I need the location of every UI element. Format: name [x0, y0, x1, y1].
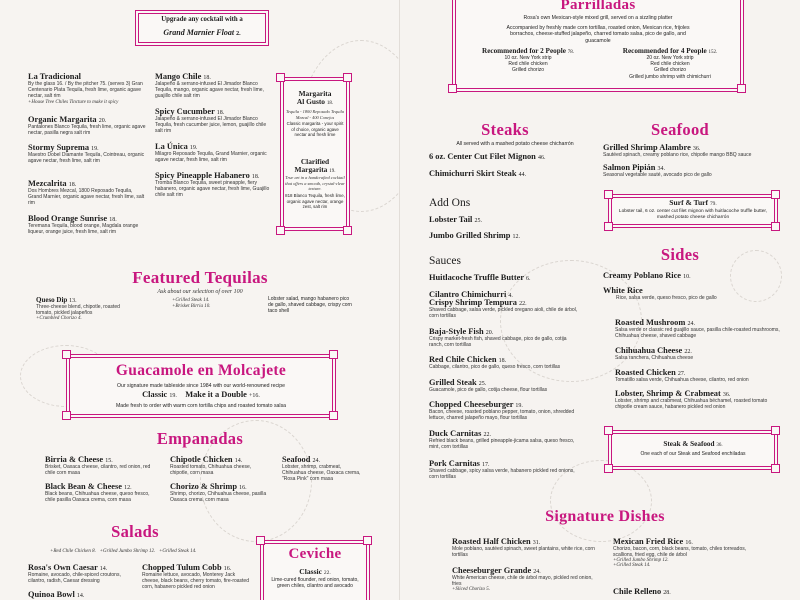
item-name: Cilantro Chimichurri [429, 290, 507, 299]
menu-item [429, 215, 609, 224]
item-price: 24. [533, 569, 541, 575]
item-desc: Jalapeño & serrano-infused El Jimador Blanco Tequila, fresh cucumber juice, lemon, guajillo chile salt rim [155, 116, 267, 135]
item-name: Duck Carnitas [429, 429, 482, 438]
item-name: Rosa's Own Caesar [28, 563, 98, 572]
item-desc: Refried black beans, grilled pineapple-jicama salsa, queso fresco, mint, corn tortillas [429, 438, 575, 451]
item-addon: +Sliced Chorizo 5. [452, 587, 490, 593]
box-corner [771, 222, 780, 231]
addon-birria: +Brisket Birria 10. [172, 304, 211, 309]
item-price: 20. [485, 330, 494, 336]
surf-turf-title [609, 198, 777, 207]
item-desc: Bacon, cheese, roasted poblano pepper, tomato, onion, shredded lettuce, charred jalapeño mayo, flour tortillas [429, 409, 575, 422]
menu-item [170, 482, 270, 503]
box-corner [276, 226, 285, 235]
item-desc: Romaine, avocado, chile-spiced croutons, cilantro, radish, Caesar dressing [28, 572, 121, 585]
menu-item [155, 107, 273, 135]
item-price: 36. [692, 146, 701, 152]
menu-item [155, 142, 273, 163]
item-price: 19. [91, 146, 99, 152]
item-price: 19. [189, 145, 198, 151]
item-name: Blood Orange Sunrise [28, 214, 108, 223]
clarified-title-line2: Margarita [294, 165, 328, 174]
item-price: 12. [512, 234, 521, 240]
item-price: 25. [474, 218, 482, 224]
item-price: 14. [76, 593, 85, 599]
menu-item [452, 566, 602, 592]
guacamole-desc: Our signature made tableside since 1984 with our world-renowned recipe [116, 383, 286, 389]
al-gusto-price: 18. [326, 101, 334, 106]
menu-item [429, 378, 579, 393]
item-addon: +Crumbled Chorizo 4. [36, 316, 82, 322]
al-gusto-spirits: Tequila - 1800 Reposado Tequila Mezcal - 400 Conejos [286, 109, 344, 120]
item-addon: +Grilled Jumbo Shrimp 12. [613, 558, 669, 564]
item-desc: Teremana Tequila, blood orange, Magdala orange liqueur, orange juice, fresh lime, salt rim [28, 223, 139, 236]
item-name: Mango Chile [155, 72, 202, 81]
salad-addon: +Grilled Jumbo Shrimp 12. [99, 549, 156, 554]
grand-marnier-box [135, 10, 269, 46]
item-name: Birria & Cheese [45, 455, 104, 464]
menu-item [429, 298, 579, 319]
item-desc: White American cheese, chile de árbol mayo, pickled red onion, fries [452, 575, 593, 588]
item-name: Chihuahua Cheese [615, 346, 683, 355]
box-corner [329, 350, 338, 359]
surf-turf-name: Surf & Turf [669, 198, 709, 207]
item-price: 4. [508, 293, 513, 299]
parrillada-for-two-title: Recommended for 2 People [482, 47, 566, 55]
item-price: 31. [532, 540, 541, 546]
item-price: 27. [677, 371, 686, 377]
al-gusto-title-line1: Margarita [298, 89, 332, 98]
menu-item [28, 143, 146, 164]
menu-item [429, 400, 579, 421]
item-note: +House Tree Chiles Tincture to make it spicy [28, 99, 119, 105]
box-corner [771, 426, 780, 435]
item-name: Chopped Tulum Cobb [142, 563, 222, 572]
featured-tequilas-heading: Featured Tequilas [132, 268, 268, 287]
item-name: Stormy Suprema [28, 143, 90, 152]
item-desc: Salsa ranchera, Chihuahua cheese [615, 355, 694, 361]
item-desc: Sautéed spinach, creamy poblano rice, chipotle mango BBQ sauce [603, 152, 752, 158]
addons-heading: Add Ons [429, 197, 471, 209]
item-price: 22. [684, 349, 692, 355]
item-price: 14. [234, 458, 243, 464]
item-price: 13. [69, 298, 77, 304]
item-desc: Pantalones Blanco Tequila, fresh lime, organic agave nectar, pasilla negra salt rim [28, 124, 146, 137]
parrilladas-desc: Accompanied by freshly made corn tortillas, roasted onion, Mexican rice, frijoles borrachos, cheese-stuffed jalapeño, charred tomato salsa, pico de gallo, and guacamole [506, 25, 690, 44]
item-price: 14. [99, 566, 108, 572]
menu-item [429, 459, 579, 480]
item-name: Creamy Poblano Rice [603, 271, 682, 280]
menu-item [429, 355, 579, 370]
parrillada-line: Grilled jumbo shrimp with chimichurri [629, 73, 711, 80]
item-desc: By the glass 16. / By the pitcher 75. (serves 3) Gran Centenario Plata Tequila, fresh lime, organic agave nectar, salt rim [28, 81, 143, 100]
surf-turf-desc: Lobster tail, 6 oz. center cut filet mignon with huitlacoche truffle butter, mashed potato cheese chicharrón [618, 209, 768, 220]
item-price: 18. [251, 174, 260, 180]
item-price: 12. [124, 485, 132, 491]
item-name: Huitlacoche Truffle Butter [429, 273, 524, 282]
item-price: 18. [216, 110, 225, 116]
item-name: Black Bean & Cheese [45, 482, 122, 491]
item-desc: Dos Hombres Mezcal, 1800 Reposado Tequila, Grand Marnier, organic agave nectar, fresh lime, salt rim [28, 188, 145, 207]
item-name: Chorizo & Shrimp [170, 482, 237, 491]
menu-item [603, 271, 793, 280]
featured-tequilas-sub: Ask about our selection of over 100 [157, 289, 243, 295]
item-desc: Lobster, shrimp, crabmeat, Chihuahua cheese, Oaxaca crema, "Rosa Pink" corn masa [282, 464, 361, 483]
item-name: 6 oz. Center Cut Filet Mignon [429, 152, 536, 161]
ceviche-box [260, 540, 370, 600]
box-corner [604, 464, 613, 473]
guacamole-classic: Classic [142, 390, 168, 399]
box-corner [62, 350, 71, 359]
item-name: Red Chile Chicken [429, 355, 497, 364]
item-name: Mezcalrita [28, 179, 67, 188]
item-name: Crispy Shrimp Tempura [429, 298, 517, 307]
item-desc: Cabbage, cilantro, pico de gallo, queso fresco, corn tortillas [429, 364, 561, 370]
menu-item [170, 455, 270, 476]
menu-item [28, 590, 138, 599]
item-desc: Shaved cabbage, spicy salsa verde, habanero pickled red onions, corn tortillas [429, 468, 575, 481]
menu-item [429, 429, 579, 450]
salad-addon: +Red Chile Chicken 8. [50, 549, 96, 554]
clarified-price: 19. [329, 169, 336, 174]
guacamole-options [67, 390, 335, 399]
item-desc: Rice, salsa verde, queso fresco, pico de gallo [616, 295, 717, 301]
menu-item [603, 286, 793, 301]
box-corner [737, 84, 746, 93]
parrillada-line: Grilled chorizo [512, 67, 544, 74]
parrillada-for-four [603, 47, 737, 80]
clarified-title [281, 158, 349, 176]
item-price: 18. [109, 217, 117, 223]
menu-item [615, 389, 785, 410]
steak-seafood-desc: One each of our Steak and Seafood enchiladas [640, 451, 746, 457]
item-name: Lobster, Shrimp & Crabmeat [615, 389, 721, 398]
parrillada-for-two-price: 78. [567, 50, 574, 55]
item-name: Roasted Mushroom [615, 318, 686, 327]
parrillada-for-four-price: 152. [708, 50, 718, 55]
guacamole-box [66, 354, 336, 418]
steak-seafood-price: 36. [716, 443, 723, 448]
addon-steak: +Grilled Steak 14. [172, 298, 210, 303]
grand-marnier-name: Grand Marnier Float [163, 28, 235, 37]
sauces-heading: Sauces [429, 255, 461, 267]
item-desc: Salsa verde or classic red guajillo sauce, pasilla chile-roasted mushrooms, Chihuahua cheese, shaved cabbage [615, 327, 780, 340]
item-name: Baja-Style Fish [429, 327, 484, 336]
steak-seafood-name: Steak & Seafood [663, 440, 715, 448]
parrillada-for-two [463, 47, 593, 74]
menu-item [28, 179, 146, 207]
menu-item [28, 115, 146, 136]
item-name: Quinoa Bowl [28, 590, 75, 599]
item-name: Salmon Pipián [603, 163, 656, 172]
menu-item [142, 563, 252, 591]
menu-item [36, 296, 136, 321]
parrillada-line: 10 oz. New York strip [504, 55, 552, 61]
parrillada-line: Grilled chorizo [654, 67, 686, 74]
box-corner [62, 411, 71, 420]
specialty-margarita-box [280, 77, 350, 231]
menu-item [613, 587, 763, 596]
item-price: 28. [663, 590, 671, 596]
guacamole-double: Make it a Double [185, 390, 247, 399]
item-price: 24. [687, 321, 695, 327]
item-desc: Roasted tomato, Chihuahua cheese, chipotle, corn masa [170, 464, 252, 477]
item-name: Lobster Tail [429, 215, 473, 224]
guacamole-classic-price: 19. [169, 393, 177, 399]
item-name: Cheeseburger Grande [452, 566, 532, 575]
item-name: Chimichurri Skirt Steak [429, 169, 517, 178]
box-corner [276, 73, 285, 82]
item-price: 34. [657, 166, 665, 172]
box-corner [604, 190, 613, 199]
box-corner [363, 536, 372, 545]
item-price: 18. [203, 75, 211, 81]
parrillada-line: 20 oz. New York strip [646, 55, 694, 61]
menu-item [429, 273, 609, 282]
item-desc: Black beans, Chihuahua cheese, queso fresco, chile pasilla Oaxaca crema, corn masa [45, 491, 150, 504]
item-name: La Única [155, 142, 188, 151]
sides-heading: Sides [660, 245, 700, 264]
salads-heading: Salads [111, 522, 159, 541]
al-gusto-desc: Classic margarita - your spirit of choice, organic agave nectar and fresh lime [286, 121, 344, 137]
parrilladas-box [452, 0, 744, 92]
steaks-heading: Steaks [481, 120, 529, 139]
item-desc: Crispy market-fresh fish, shaved cabbage, pico de gallo, cotija ranch, corn tortillas [429, 336, 567, 349]
box-corner [343, 226, 352, 235]
menu-item [28, 214, 146, 235]
guacamole-heading: Guacamole en Molcajete [115, 362, 287, 379]
item-desc: Guacamole, pico de gallo, cotija cheese, flour tortillas [429, 387, 548, 393]
item-name: Spicy Pineapple Habanero [155, 171, 250, 180]
item-price: 19. [515, 403, 523, 409]
item-price: 22. [483, 432, 491, 438]
ceviche-item [261, 567, 369, 576]
item-price: 25. [478, 381, 487, 387]
clarified-desc: 818 Blanco Tequila, fresh lime, organic agave nectar, orange zest, salt rim [285, 193, 345, 209]
box-corner [604, 426, 613, 435]
box-corner [343, 73, 352, 82]
steaks-sub: All served with a mashed potato cheese chicharrón [456, 141, 574, 147]
item-price: 20. [98, 118, 107, 124]
item-price: 44. [518, 172, 527, 178]
menu-item [603, 163, 793, 178]
lobster-tacos-desc: Lobster salad, mango habanero pico de gallo, shaved cabbage, crispy corn taco shell [268, 296, 352, 315]
item-desc: Romaine lettuce, avocado, Monterey Jack cheese, black beans, cherry tomato, fire-roasted corn, habanero pickled red onion [142, 572, 249, 591]
menu-item [615, 318, 785, 339]
box-corner [256, 536, 265, 545]
item-price: 18. [68, 182, 77, 188]
item-desc: Three-cheese blend, chipotle, roasted tomato, pickled jalapeños [36, 304, 120, 317]
item-name: White Rice [603, 286, 643, 295]
parrilladas-sub: Rosa's own Mexican-style mixed grill, served on a sizzling platter [523, 15, 673, 21]
menu-item [429, 231, 609, 240]
item-price: 18. [498, 358, 507, 364]
item-addon: +Grilled Steak 14. [613, 563, 651, 569]
item-desc: Mole poblano, sautéed spinach, sweet plantains, white rice, corn tortillas [452, 546, 595, 559]
item-price: 16. [685, 540, 693, 546]
item-name: Seafood [282, 455, 311, 464]
menu-item [155, 171, 277, 199]
item-desc: Seasonal vegetable sauté, avocado pico de gallo [603, 172, 712, 178]
steak-seafood-title [609, 440, 777, 448]
salad-addon: +Grilled Steak 14. [158, 549, 197, 554]
ceviche-desc: Lime-cured flounder, red onion, tomato, green chiles, cilantro and avocado [271, 577, 359, 590]
clarified-title-line1: Clarified [300, 157, 330, 166]
box-corner [448, 84, 457, 93]
menu-item [429, 169, 609, 178]
salad-addons [50, 549, 250, 554]
signature-heading: Signature Dishes [545, 508, 665, 525]
parrillada-line: Red chile chicken [508, 61, 548, 68]
menu-item [45, 455, 153, 476]
item-desc: Tromba Blanco Tequila, sweet pineapple, fiery habanero, organic agave nectar, fresh lime, Guajillo chile salt rim [155, 180, 270, 199]
item-price: 6. [526, 276, 531, 282]
menu-item [429, 152, 609, 161]
item-price: 16. [239, 485, 247, 491]
item-name: Roasted Chicken [615, 368, 676, 377]
menu-page-right [400, 0, 800, 600]
item-name: Pork Carnitas [429, 459, 480, 468]
item-name: Roasted Half Chicken [452, 537, 531, 546]
steak-seafood-box [608, 430, 778, 470]
ceviche-price: 22. [323, 570, 331, 576]
item-name: Queso Dip [36, 296, 68, 304]
seafood-heading: Seafood [650, 120, 710, 139]
item-price: 46. [537, 155, 546, 161]
menu-item [429, 327, 579, 348]
guacamole-double-price: +16. [248, 393, 260, 399]
ceviche-heading: Ceviche [288, 546, 342, 562]
grand-marnier-line2 [136, 28, 268, 37]
item-desc: Shaved cabbage, salsa verde, pickled oregano aioli, chile de árbol, corn tortillas [429, 307, 578, 320]
item-name: Spicy Cucumber [155, 107, 215, 116]
item-name: Jumbo Grilled Shrimp [429, 231, 511, 240]
item-name: Organic Margarita [28, 115, 97, 124]
box-corner [771, 190, 780, 199]
menu-item [603, 143, 793, 158]
surf-turf-box [608, 194, 778, 228]
menu-item [615, 346, 785, 361]
ceviche-item-name: Classic [299, 567, 322, 576]
item-desc: Milagro Reposado Tequila, Grand Marnier, organic agave nectar, fresh lime, salt rim [155, 151, 267, 164]
al-gusto-title-line2: Al Gusto [296, 97, 326, 106]
item-price: 24. [312, 458, 320, 464]
item-price: 15. [105, 458, 113, 464]
box-corner [604, 222, 613, 231]
item-price: 36. [722, 392, 731, 398]
menu-item [615, 368, 785, 383]
clarified-tagline: True art in a handcrafted cocktail that offers a smooth, crystal-clear texture. [285, 175, 345, 191]
item-name: Grilled Shrimp Alambre [603, 143, 691, 152]
menu-item [28, 72, 146, 105]
box-corner [771, 464, 780, 473]
menu-item [613, 537, 763, 568]
item-price: 16. [223, 566, 232, 572]
box-corner [329, 411, 338, 420]
parrilladas-heading: Parrilladas [560, 0, 636, 13]
menu-item [452, 537, 602, 558]
item-desc: Jalapeño & serrano-infused El Jimador Blanco Tequila, mango, organic agave nectar, fresh lime, guajillo chile salt rim [155, 81, 264, 100]
item-name: Chipotle Chicken [170, 455, 233, 464]
menu-item [155, 72, 273, 100]
item-price: 22. [519, 301, 527, 307]
surf-turf-price: 79. [709, 201, 717, 207]
item-name: Grilled Steak [429, 378, 477, 387]
item-desc: Shrimp, chorizo, Chihuahua cheese, pasilla Oaxaca crema, corn masa [170, 491, 267, 504]
appetizer-addons [172, 298, 232, 310]
grand-marnier-line1: Upgrade any cocktail with a [161, 16, 243, 23]
parrillada-line: Red chile chicken [650, 61, 690, 68]
grand-marnier-price: 2. [236, 31, 241, 37]
item-price: 17. [482, 462, 490, 468]
item-desc: Lobster, shrimp and crabmeat, Chihuahua béchamel, roasted tomato chipotle cream sauce, habanero pickled red onion [615, 398, 768, 411]
al-gusto-title [281, 90, 349, 108]
menu-item [28, 563, 138, 584]
item-desc: Brisket, Oaxaca cheese, cilantro, red onion, red chile corn masa [45, 464, 151, 477]
guacamole-desc2: Made fresh to order with warm corn tortilla chips and roasted tomato salsa [115, 403, 287, 409]
parrillada-for-four-title: Recommended for 4 People [622, 47, 707, 55]
item-desc: Chorizo, bacon, corn, black beans, tomato, chiles torreados, scallions, fried egg, chile de árbol [613, 546, 747, 559]
item-name: Chile Relleno [613, 587, 662, 596]
item-name: Chopped Cheeseburger [429, 400, 514, 409]
item-price: 10. [683, 274, 691, 280]
empanadas-heading: Empanadas [156, 429, 244, 448]
item-name: Mexican Fried Rice [613, 537, 684, 546]
menu-item [45, 482, 153, 503]
item-name: La Tradicional [28, 72, 81, 81]
item-desc: Tomatillo salsa verde, Chihuahua cheese, cilantro, red onion [615, 377, 749, 383]
menu-item [282, 455, 366, 483]
item-desc: Maestro Dobel Diamante Tequila, Cointreau, organic agave nectar, fresh lime, salt rim [28, 152, 145, 165]
